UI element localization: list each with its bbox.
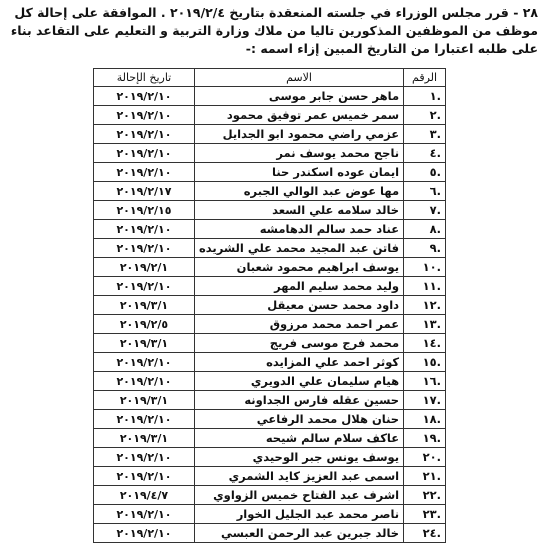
row-name: ناصر محمد عبد الجليل الخوار <box>194 505 403 524</box>
row-name: داود محمد حسن معيقل <box>194 296 403 315</box>
table-row <box>94 429 446 448</box>
row-name: كوثر احمد علي المزايده <box>194 353 403 372</box>
header-number: الرقم <box>404 69 446 87</box>
row-date: ٢٠١٩/٢/١٧ <box>94 182 195 201</box>
row-date: ٢٠١٩/٢/١ <box>94 258 195 277</box>
header-referral-date: تاريخ الإحالة <box>94 69 195 87</box>
row-name: ماهر حسن جابر موسى <box>194 87 403 106</box>
row-date: ٢٠١٩/٣/١ <box>94 391 195 410</box>
row-number: .٧ <box>404 201 446 220</box>
row-date: ٢٠١٩/٢/١٠ <box>94 106 195 125</box>
table-row <box>94 315 446 334</box>
row-number: .٨ <box>404 220 446 239</box>
table-row <box>94 391 446 410</box>
row-name: وليد محمد سليم المهر <box>194 277 403 296</box>
row-number: .٢٣ <box>404 505 446 524</box>
row-name: عزمي راضي محمود ابو الجدايل <box>194 125 403 144</box>
row-number: .١٤ <box>404 334 446 353</box>
row-name: عمر احمد محمد مرزوق <box>194 315 403 334</box>
row-date: ٢٠١٩/٢/١٠ <box>94 163 195 182</box>
table-row <box>94 163 446 182</box>
row-number: .١٩ <box>404 429 446 448</box>
row-name: حسين عقله فارس الجداونه <box>194 391 403 410</box>
row-date: ٢٠١٩/٢/١٠ <box>94 144 195 163</box>
row-number: .١ <box>404 87 446 106</box>
row-date: ٢٠١٩/٢/١٠ <box>94 220 195 239</box>
row-number: .٦ <box>404 182 446 201</box>
row-date: ٢٠١٩/٣/١ <box>94 429 195 448</box>
row-name: خالد جبرين عبد الرحمن العبسي <box>194 524 403 543</box>
row-number: .٢٤ <box>404 524 446 543</box>
table-body <box>94 87 446 543</box>
table-row <box>94 201 446 220</box>
row-name: ناجح محمد يوسف نمر <box>194 144 403 163</box>
table-row <box>94 524 446 543</box>
row-date: ٢٠١٩/٢/١٠ <box>94 87 195 106</box>
row-number: .٩ <box>404 239 446 258</box>
row-number: .٣ <box>404 125 446 144</box>
row-number: .١٣ <box>404 315 446 334</box>
row-name: يوسف ابراهيم محمود شعبان <box>194 258 403 277</box>
row-name: حنان هلال محمد الرفاعي <box>194 410 403 429</box>
row-number: .٢٢ <box>404 486 446 505</box>
table-row <box>94 448 446 467</box>
row-date: ٢٠١٩/٣/١ <box>94 334 195 353</box>
table-row <box>94 239 446 258</box>
row-date: ٢٠١٩/٣/١ <box>94 296 195 315</box>
row-date: ٢٠١٩/٢/١٠ <box>94 410 195 429</box>
row-name: فاتن عبد المجيد محمد علي الشريده <box>194 239 403 258</box>
row-date: ٢٠١٩/٢/١٠ <box>94 505 195 524</box>
row-date: ٢٠١٩/٢/١٠ <box>94 372 195 391</box>
row-number: .١٧ <box>404 391 446 410</box>
table-row <box>94 334 446 353</box>
row-name: هيام سليمان علي الدويري <box>194 372 403 391</box>
row-date: ٢٠١٩/٢/١٠ <box>94 353 195 372</box>
table-row <box>94 87 446 106</box>
table-row <box>94 505 446 524</box>
table-row <box>94 258 446 277</box>
row-date: ٢٠١٩/٢/١٠ <box>94 524 195 543</box>
table-row <box>94 486 446 505</box>
row-date: ٢٠١٩/٢/١٠ <box>94 125 195 144</box>
row-name: مها عوض عبد الوالي الجبره <box>194 182 403 201</box>
row-name: عناد حمد سالم الدهامشه <box>194 220 403 239</box>
row-date: ٢٠١٩/٢/١٠ <box>94 277 195 296</box>
retirees-table <box>93 68 446 543</box>
row-name: عاكف سلام سالم شيحه <box>194 429 403 448</box>
table-row <box>94 277 446 296</box>
row-number: .١١ <box>404 277 446 296</box>
row-name: خالد سلامه علي السعد <box>194 201 403 220</box>
table-row <box>94 125 446 144</box>
row-date: ٢٠١٩/٢/١٥ <box>94 201 195 220</box>
row-number: .٢ <box>404 106 446 125</box>
row-date: ٢٠١٩/٤/٧ <box>94 486 195 505</box>
table-row <box>94 220 446 239</box>
table-row <box>94 296 446 315</box>
table-row <box>94 467 446 486</box>
row-number: .٢٠ <box>404 448 446 467</box>
row-name: سمر خميس عمر توفيق محمود <box>194 106 403 125</box>
row-name: اسمى عبد العزيز كايد الشمري <box>194 467 403 486</box>
table-row <box>94 372 446 391</box>
row-name: محمد فرج موسى فريج <box>194 334 403 353</box>
table-row <box>94 410 446 429</box>
row-number: .١٢ <box>404 296 446 315</box>
row-number: .٤ <box>404 144 446 163</box>
row-number: .١٠ <box>404 258 446 277</box>
row-date: ٢٠١٩/٢/١٠ <box>94 467 195 486</box>
row-number: .٥ <box>404 163 446 182</box>
row-name: ايمان عوده اسكندر حنا <box>194 163 403 182</box>
header-name: الاسم <box>194 69 403 87</box>
decision-paragraph: ٢٨ - قرر مجلس الوزراء في جلسته المنعقدة بتاريخ ٢٠١٩/٢/٤ . الموافقة على إحالة كل موظف من الموظفين المذكورين تاليا من ملاك وزارة التربية و التعليم على التقاعد بناء على طلبه اعتبارا من التاريخ المبين إزاء اسمه :- <box>10 5 538 56</box>
table-row <box>94 144 446 163</box>
table-header-row <box>94 69 446 87</box>
row-name: اشرف عبد الفتاح خميس الزواوي <box>194 486 403 505</box>
table-row <box>94 106 446 125</box>
row-date: ٢٠١٩/٢/٥ <box>94 315 195 334</box>
row-name: يوسف يونس جبر الوحيدي <box>194 448 403 467</box>
table-row <box>94 353 446 372</box>
row-date: ٢٠١٩/٢/١٠ <box>94 239 195 258</box>
row-number: .١٦ <box>404 372 446 391</box>
row-number: .٢١ <box>404 467 446 486</box>
row-number: .١٥ <box>404 353 446 372</box>
row-number: .١٨ <box>404 410 446 429</box>
table-row <box>94 182 446 201</box>
row-date: ٢٠١٩/٢/١٠ <box>94 448 195 467</box>
